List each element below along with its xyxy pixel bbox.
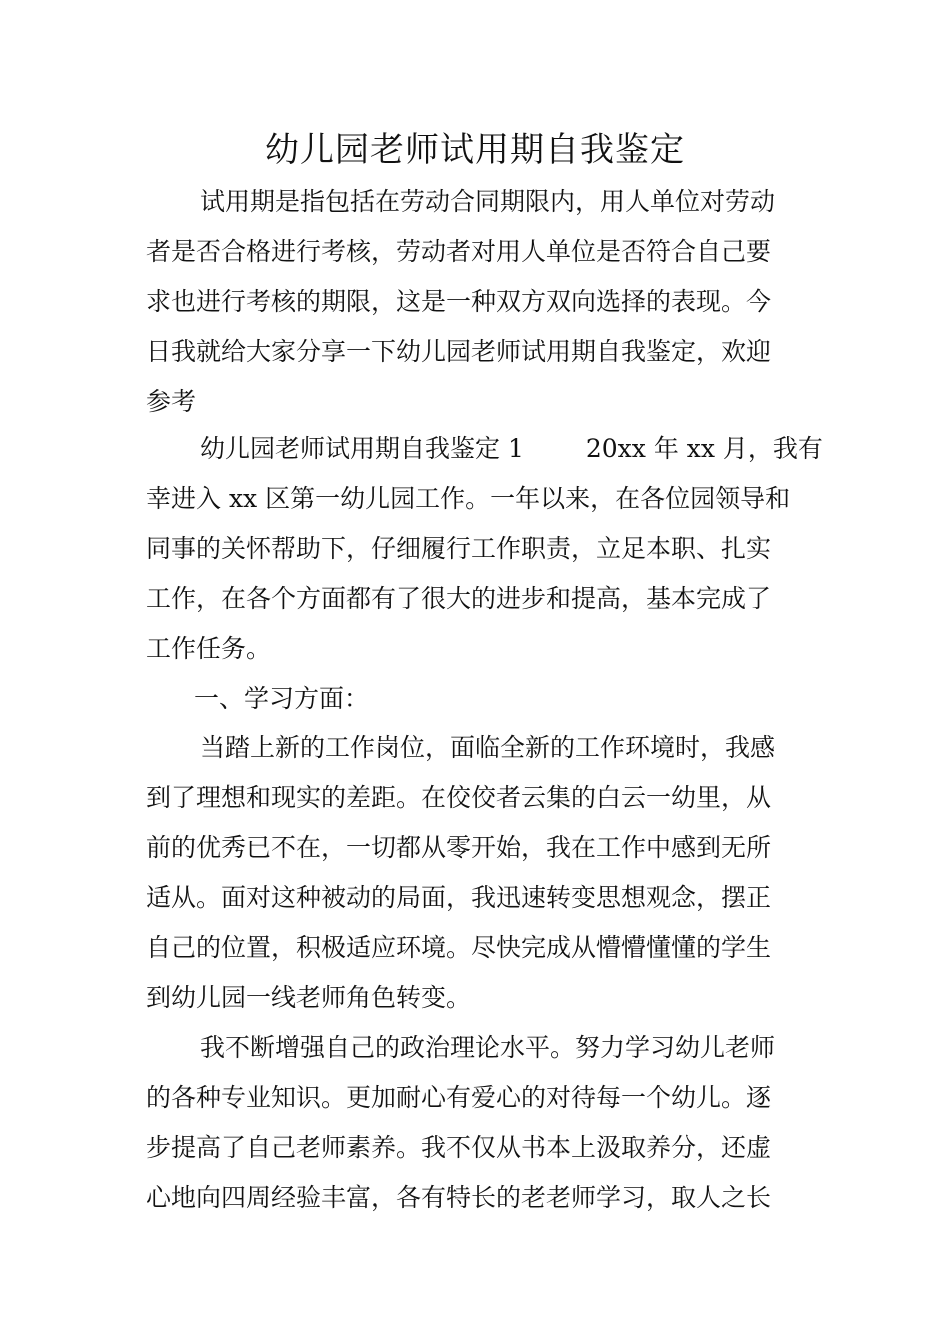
section-heading: 一、学习方面： [194, 684, 370, 713]
paragraph-2-line-4: 工作，在各个方面都有了很大的进步和提高，基本完成了 [146, 584, 772, 613]
paragraph-3-line-6: 到幼儿园一线老师角色转变。 [146, 983, 472, 1012]
paragraph-4-line-3: 步提高了自己老师素养。我不仅从书本上汲取养分，还虚 [146, 1133, 772, 1162]
paragraph-3-line-5: 自己的位置，积极适应环境。尽快完成从懵懵懂懂的学生 [146, 933, 772, 962]
paragraph-3-line-3: 前的优秀已不在，一切都从零开始，我在工作中感到无所 [146, 833, 772, 862]
paragraph-1-line-3: 求也进行考核的期限，这是一种双方双向选择的表现。今 [146, 287, 772, 316]
paragraph-2-line-2: 幸进入 xx 区第一幼儿园工作。一年以来，在各位园领导和 [146, 484, 791, 513]
paragraph-3-line-1: 当踏上新的工作岗位，面临全新的工作环境时，我感 [200, 733, 776, 762]
appraisal-heading: 幼儿园老师试用期自我鉴定 1 [200, 434, 524, 463]
paragraph-4-line-2: 的各种专业知识。更加耐心有爱心的对待每一个幼儿。逐 [146, 1083, 772, 1112]
paragraph-4-line-4: 心地向四周经验丰富，各有特长的老老师学习，取人之长 [146, 1183, 772, 1212]
paragraph-3-line-2: 到了理想和现实的差距。在佼佼者云集的白云一幼里，从 [146, 783, 772, 812]
paragraph-1-line-1: 试用期是指包括在劳动合同期限内，用人单位对劳动 [200, 187, 776, 216]
paragraph-3-line-4: 适从。面对这种被动的局面，我迅速转变思想观念，摆正 [146, 883, 772, 912]
paragraph-1-line-2: 者是否合格进行考核，劳动者对用人单位是否符合自己要 [146, 237, 772, 266]
paragraph-1-line-4: 日我就给大家分享一下幼儿园老师试用期自我鉴定，欢迎 [146, 337, 772, 366]
paragraph-2-line-1 [200, 432, 823, 466]
paragraph-2-first-line-text: 20xx 年 xx 月，我有 [585, 434, 823, 463]
paragraph-2-line-5: 工作任务。 [146, 634, 272, 663]
paragraph-4-line-1: 我不断增强自己的政治理论水平。努力学习幼儿老师 [200, 1033, 776, 1062]
document-title: 幼儿园老师试用期自我鉴定 [265, 130, 685, 170]
paragraph-2-line-3: 同事的关怀帮助下，仔细履行工作职责，立足本职、扎实 [146, 534, 772, 563]
paragraph-1-line-5: 参考 [146, 387, 197, 416]
